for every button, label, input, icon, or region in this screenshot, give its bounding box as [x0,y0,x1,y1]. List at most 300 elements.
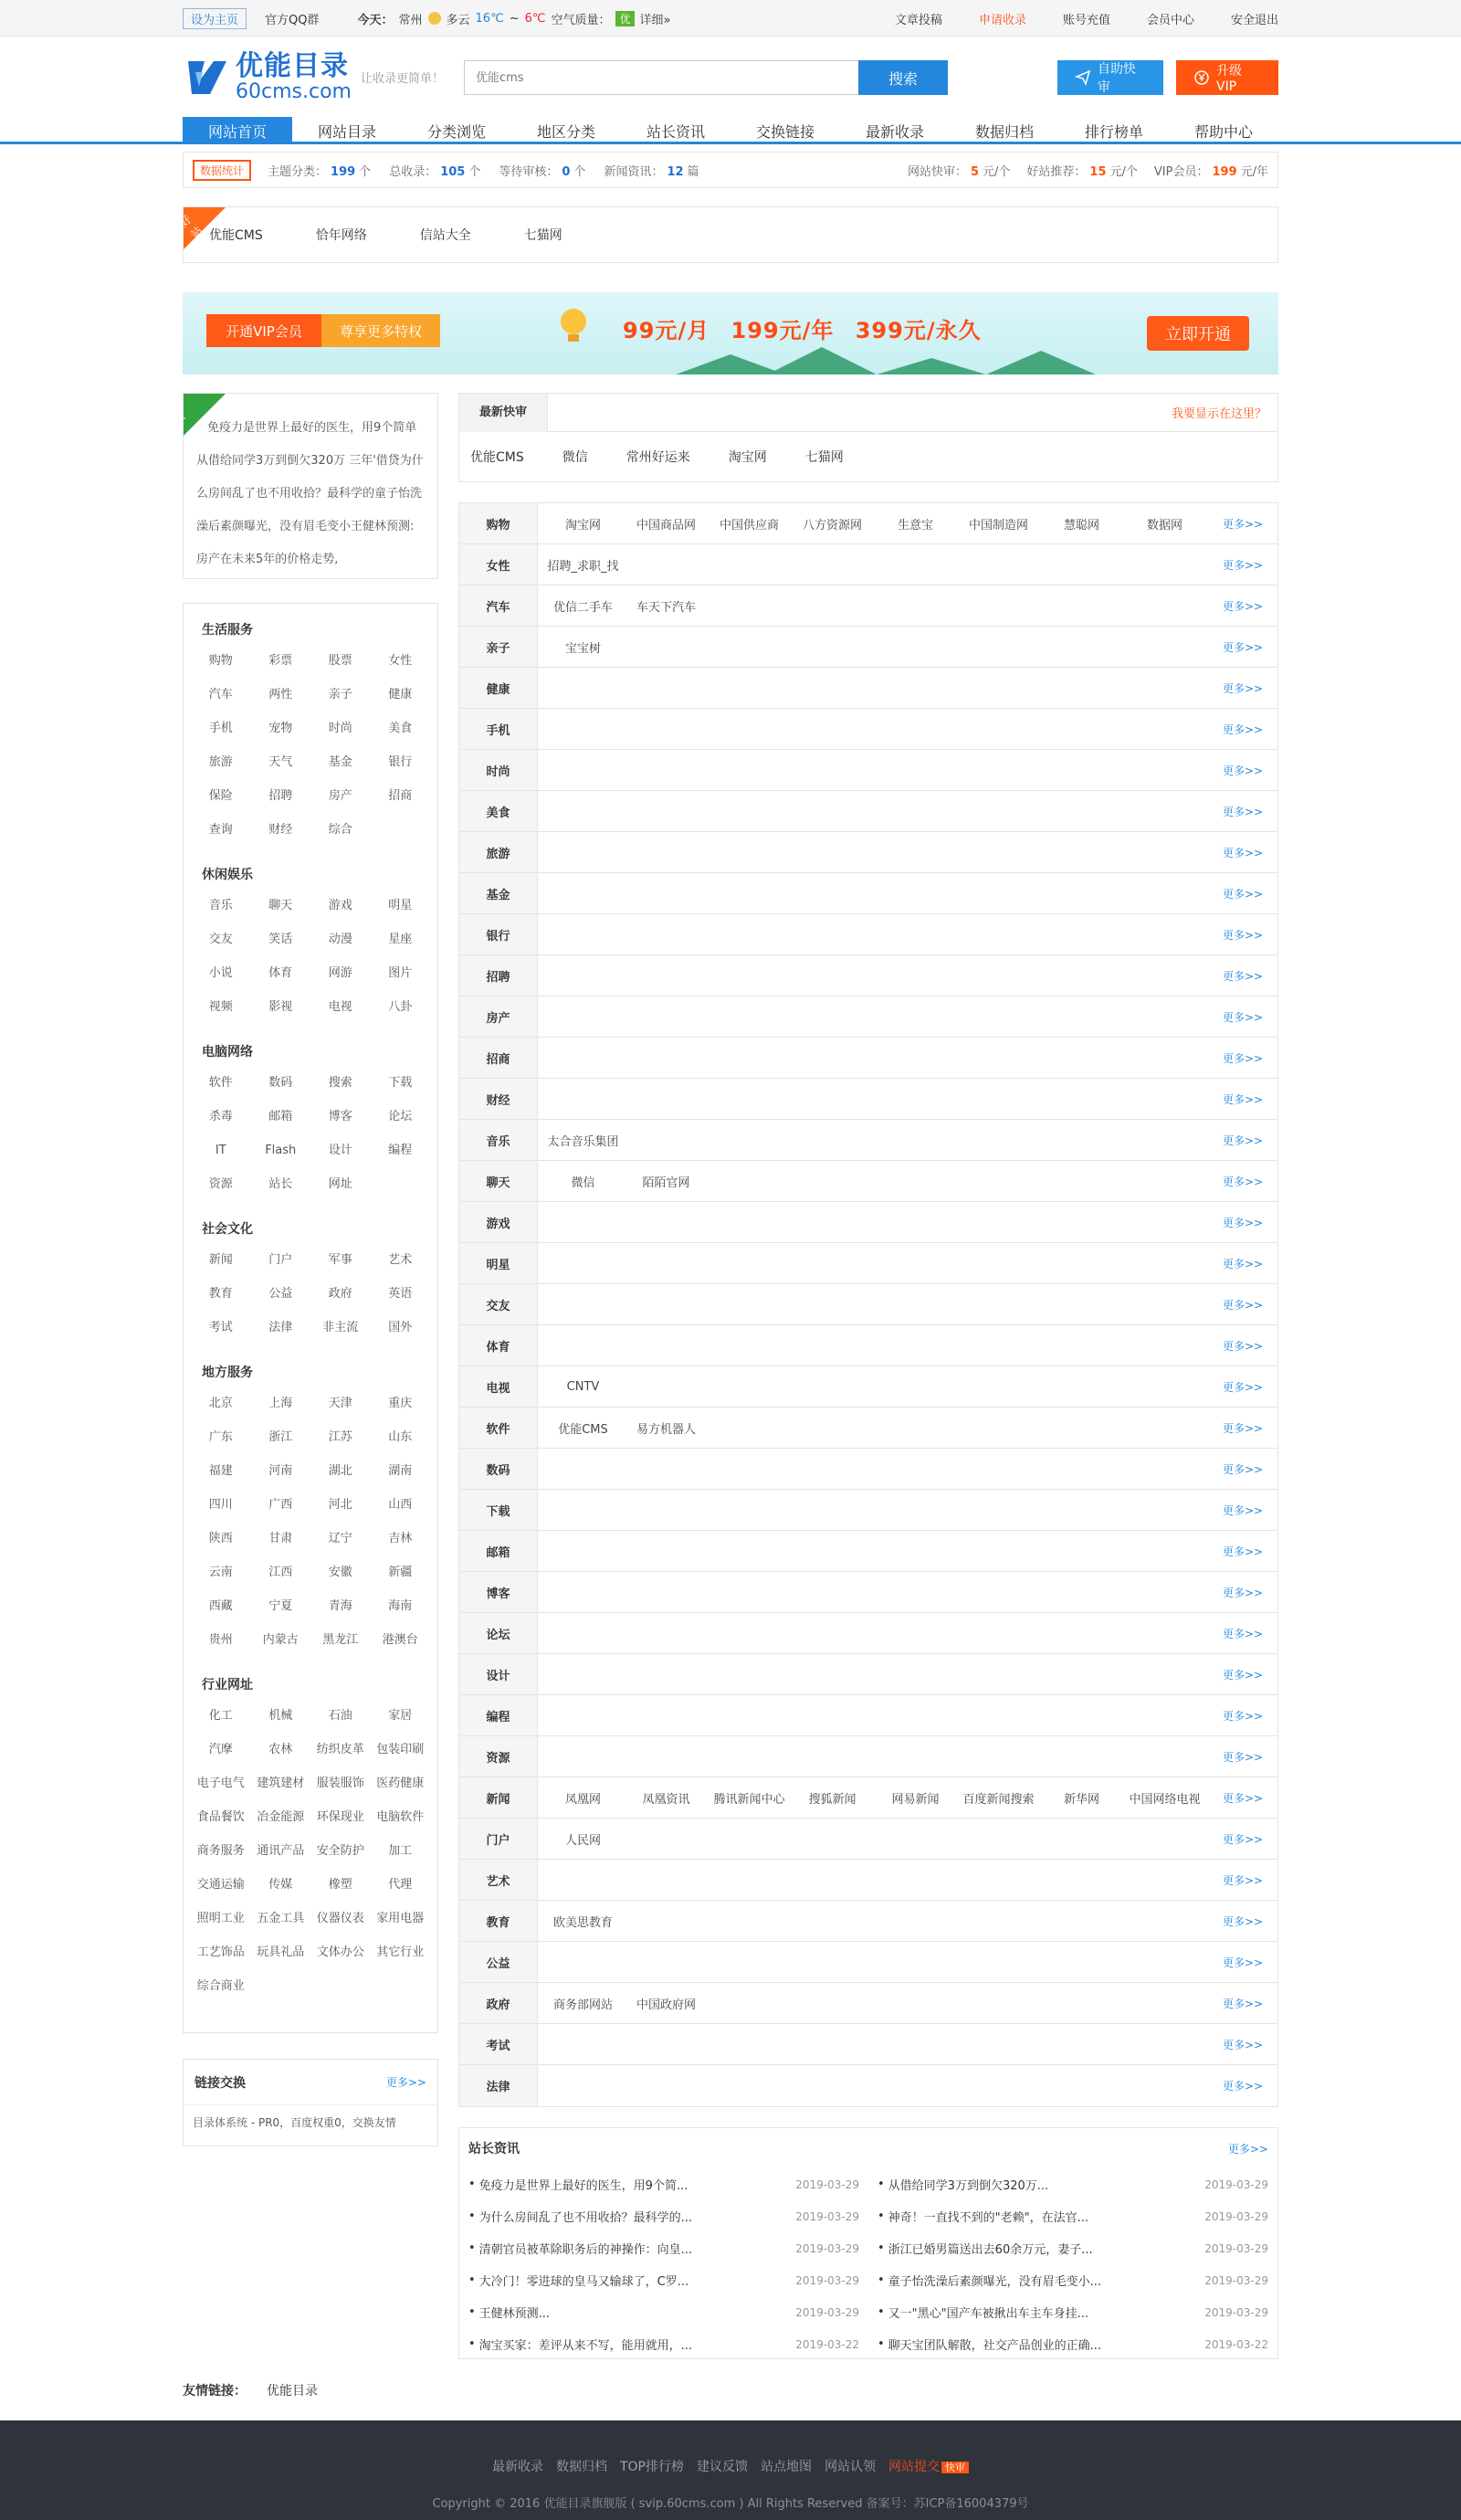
category-site-link[interactable]: 百度新闻搜索 [962,1792,1035,1807]
category-more-link[interactable]: 更多>> [1223,1298,1264,1312]
sidebar-category-link[interactable]: 商务服务 [196,1844,245,1858]
sidebar-category-link[interactable]: 下载 [388,1076,413,1090]
sidebar-category-link[interactable]: 综合 [328,823,352,837]
sidebar-category-link[interactable]: IT [215,1144,226,1157]
footer-link[interactable]: 最新收录 [491,2460,543,2474]
category-site-link[interactable]: 中国制造网 [968,518,1028,532]
category-name[interactable]: 美食 [459,791,538,831]
category-site-link[interactable]: 慧聪网 [1063,518,1099,532]
sidebar-category-link[interactable]: 服装服饰 [316,1777,364,1790]
category-name[interactable]: 体育 [459,1325,538,1365]
category-name[interactable]: 艺术 [459,1860,538,1900]
category-site-link[interactable]: 搜狐新闻 [808,1792,857,1807]
category-more-link[interactable]: 更多>> [1223,1010,1264,1024]
category-more-link[interactable]: 更多>> [1223,1832,1264,1846]
category-name[interactable]: 邮箱 [459,1531,538,1571]
category-site-link[interactable]: 中国商品网 [636,518,696,532]
sidebar-category-link[interactable]: 汽车 [208,688,233,701]
sidebar-category-link[interactable]: 两性 [268,688,293,701]
sidebar-category-link[interactable]: 笑话 [268,933,293,946]
sidebar-category-link[interactable]: 体育 [268,966,293,980]
open-now-button[interactable]: 立即开通 [1147,316,1249,351]
category-name[interactable]: 基金 [459,873,538,913]
news-title-link[interactable]: 王健林预测... [478,2307,551,2321]
category-more-link[interactable]: 更多>> [1223,2038,1264,2051]
sidebar-category-link[interactable]: 电脑软件 [376,1810,425,1824]
news-item[interactable] [468,2264,859,2296]
sidebar-category-link[interactable]: 青海 [328,1599,352,1613]
sidebar-category-link[interactable]: 军事 [328,1253,352,1267]
sidebar-category-link[interactable]: 北京 [208,1397,233,1410]
latest-site-link[interactable]: 常州好运来 [625,450,690,465]
show-here-link[interactable]: 我要显示在这里？ [1171,407,1267,421]
footer-link[interactable]: 网站认领 [825,2460,876,2474]
category-name[interactable]: 时尚 [459,750,538,790]
sidebar-category-link[interactable]: 包装印刷 [376,1743,425,1756]
category-site-link[interactable]: 人民网 [564,1833,601,1848]
news-item[interactable] [468,2232,859,2264]
category-more-link[interactable]: 更多>> [1223,1791,1264,1805]
sidebar-category-link[interactable]: 音乐 [208,899,233,912]
category-site-link[interactable]: 中国网络电视 [1129,1792,1201,1807]
top-link-submit-article[interactable]: 文章投稿 [894,13,942,27]
news-item[interactable] [878,2264,1268,2296]
set-home-link[interactable]: 设为主页 [183,8,247,29]
news-item[interactable] [468,2296,859,2328]
sidebar-category-link[interactable]: 考试 [208,1321,233,1334]
news-item[interactable] [878,2296,1268,2328]
sidebar-category-link[interactable]: 河北 [328,1498,352,1512]
sidebar-category-link[interactable]: 旅游 [208,755,233,769]
sidebar-category-link[interactable]: 江西 [268,1566,293,1579]
category-name[interactable]: 聊天 [459,1161,538,1201]
sidebar-category-link[interactable]: 查询 [208,823,233,837]
good-site-link[interactable]: 七猫网 [523,228,562,243]
sidebar-category-link[interactable]: 非主流 [322,1321,359,1334]
category-name[interactable]: 旅游 [459,832,538,872]
sidebar-category-link[interactable]: 黑龙江 [322,1633,359,1647]
sidebar-category-link[interactable]: 公益 [268,1287,293,1301]
sidebar-category-link[interactable]: 海南 [388,1599,413,1613]
news-title-link[interactable]: 又一"黑心"国产车被揪出车主车身挂... [888,2307,1089,2321]
sidebar-category-link[interactable]: 新闻 [208,1253,233,1267]
category-more-link[interactable]: 更多>> [1223,928,1264,942]
category-name[interactable]: 设计 [459,1654,538,1694]
sidebar-category-link[interactable]: 建筑建材 [257,1777,305,1790]
category-name[interactable]: 音乐 [459,1120,538,1160]
news-title-link[interactable]: 聊天宝团队解散，社交产品创业的正确... [888,2339,1102,2353]
sidebar-category-link[interactable]: 江苏 [328,1430,352,1444]
category-name[interactable]: 女性 [459,544,538,585]
good-site-link[interactable]: 优能CMS [209,228,263,243]
sidebar-category-link[interactable]: 陕西 [208,1532,233,1545]
category-more-link[interactable]: 更多>> [1223,681,1264,695]
sidebar-category-link[interactable]: 资源 [208,1177,233,1191]
category-site-link[interactable]: 宝宝树 [564,641,601,656]
sidebar-category-link[interactable]: 国外 [388,1321,413,1334]
category-name[interactable]: 电视 [459,1366,538,1407]
sidebar-category-link[interactable]: 石油 [328,1709,352,1723]
sidebar-category-link[interactable]: 重庆 [388,1397,413,1410]
sidebar-category-link[interactable]: 食品餐饮 [196,1810,245,1824]
sidebar-category-link[interactable]: 时尚 [328,722,352,735]
category-name[interactable]: 政府 [459,1983,538,2023]
category-name[interactable]: 法律 [459,2065,538,2106]
sidebar-category-link[interactable]: 设计 [328,1144,352,1157]
sidebar-category-link[interactable]: 安全防护 [316,1844,364,1858]
category-more-link[interactable]: 更多>> [1223,1750,1264,1764]
sidebar-category-link[interactable]: 彩票 [268,654,293,668]
friend-link[interactable]: 优能目录 [267,2384,318,2399]
sidebar-category-link[interactable]: 博客 [328,1110,352,1123]
sidebar-category-link[interactable]: 八卦 [388,1000,413,1014]
category-site-link[interactable]: 优信二手车 [552,600,613,615]
category-site-link[interactable]: 中国政府网 [636,1998,696,2012]
category-name[interactable]: 软件 [459,1408,538,1448]
nav-latest[interactable]: 最新收录 [865,122,924,141]
sidebar-category-link[interactable]: 房产 [328,789,352,803]
footer-link[interactable]: 数据归档 [555,2460,607,2474]
category-more-link[interactable]: 更多>> [1223,722,1264,736]
sidebar-category-link[interactable]: 软件 [208,1076,233,1090]
sidebar-category-link[interactable]: 健康 [388,688,413,701]
nav-home[interactable]: 网站首页 [183,117,292,144]
category-site-link[interactable]: 微信 [571,1176,595,1190]
sidebar-category-link[interactable]: 电视 [328,1000,352,1014]
category-more-link[interactable]: 更多>> [1223,805,1264,818]
category-more-link[interactable]: 更多>> [1223,1956,1264,1969]
sidebar-category-link[interactable]: 山东 [388,1430,413,1444]
news-title-link[interactable]: 免疫力是世界上最好的医生，用9个简... [478,2179,688,2193]
sidebar-category-link[interactable]: 天气 [268,755,293,769]
category-more-link[interactable]: 更多>> [1223,1216,1264,1229]
sidebar-category-link[interactable]: 上海 [268,1397,293,1410]
sidebar-category-link[interactable]: 英语 [388,1287,413,1301]
category-name[interactable]: 银行 [459,914,538,954]
sidebar-category-link[interactable]: 视频 [208,1000,233,1014]
category-more-link[interactable]: 更多>> [1223,599,1264,613]
category-more-link[interactable]: 更多>> [1223,1092,1264,1106]
category-name[interactable]: 招聘 [459,955,538,996]
sidebar-category-link[interactable]: 西藏 [208,1599,233,1613]
sidebar-category-link[interactable]: 股票 [328,654,352,668]
category-more-link[interactable]: 更多>> [1223,1380,1264,1394]
news-item[interactable] [878,2232,1268,2264]
category-site-link[interactable]: 腾讯新闻中心 [713,1792,785,1807]
category-name[interactable]: 购物 [459,503,538,543]
sidebar-category-link[interactable]: 门户 [268,1253,293,1267]
category-site-link[interactable]: 车天下汽车 [636,600,696,615]
category-more-link[interactable]: 更多>> [1223,558,1264,572]
sidebar-category-link[interactable]: 汽摩 [208,1743,233,1756]
sidebar-category-link[interactable]: 手机 [208,722,233,735]
sidebar-category-link[interactable]: 仪器仪表 [316,1912,364,1925]
category-more-link[interactable]: 更多>> [1223,1709,1264,1723]
news-title-link[interactable]: 大冷门！零进球的皇马又输球了，C罗... [478,2275,689,2289]
category-more-link[interactable]: 更多>> [1223,969,1264,983]
category-more-link[interactable]: 更多>> [1223,1997,1264,2010]
news-item[interactable] [468,2328,859,2360]
sidebar-category-link[interactable]: 论坛 [388,1110,413,1123]
category-more-link[interactable]: 更多>> [1223,1914,1264,1928]
sidebar-category-link[interactable]: 游戏 [328,899,352,912]
top-link-member[interactable]: 会员中心 [1146,13,1194,27]
sidebar-category-link[interactable]: 综合商业 [196,1979,245,1993]
sidebar-category-link[interactable]: 纺织皮革 [316,1743,364,1756]
category-more-link[interactable]: 更多>> [1223,517,1264,531]
sidebar-category-link[interactable]: 广西 [268,1498,293,1512]
category-site-link[interactable]: 陌陌官网 [642,1176,690,1190]
sidebar-category-link[interactable]: 工艺饰品 [196,1945,245,1959]
news-item[interactable] [878,2200,1268,2232]
category-name[interactable]: 财经 [459,1079,538,1119]
category-more-link[interactable]: 更多>> [1223,1339,1264,1353]
sidebar-category-link[interactable]: 安徽 [328,1566,352,1579]
news-title-link[interactable]: 为什么房间乱了也不用收拾？最科学的... [478,2211,693,2225]
sidebar-category-link[interactable]: 环保现业 [316,1810,364,1824]
category-name[interactable]: 数码 [459,1449,538,1489]
sidebar-category-link[interactable]: 教育 [208,1287,233,1301]
category-more-link[interactable]: 更多>> [1223,1545,1264,1558]
top-link-apply[interactable]: 申请收录 [978,13,1026,27]
search-input[interactable] [464,60,858,95]
category-more-link[interactable]: 更多>> [1223,1873,1264,1887]
sidebar-category-link[interactable]: 湖南 [388,1464,413,1478]
category-more-link[interactable]: 更多>> [1223,1421,1264,1435]
latest-review-tab[interactable]: 最新快审 [459,394,548,432]
sidebar-category-link[interactable]: 甘肃 [268,1532,293,1545]
sidebar-category-link[interactable]: 文体办公 [316,1945,364,1959]
search-button[interactable]: 搜索 [858,60,948,95]
sidebar-category-link[interactable]: 辽宁 [328,1532,352,1545]
sidebar-category-link[interactable]: 银行 [388,755,413,769]
sidebar-category-link[interactable]: 宁夏 [268,1599,293,1613]
sidebar-category-link[interactable]: 广东 [208,1430,233,1444]
category-more-link[interactable]: 更多>> [1223,1503,1264,1517]
sidebar-category-link[interactable]: 邮箱 [268,1110,293,1123]
sidebar-category-link[interactable]: 机械 [268,1709,293,1723]
sidebar-category-link[interactable]: 医药健康 [376,1777,425,1790]
sidebar-category-link[interactable]: 购物 [208,654,233,668]
news-title-link[interactable]: 淘宝买家：差评从来不写，能用就用，... [478,2339,693,2353]
sidebar-category-link[interactable]: 新疆 [388,1566,413,1579]
sidebar-category-link[interactable]: 冶金能源 [257,1810,305,1824]
category-name[interactable]: 考试 [459,2024,538,2064]
category-site-link[interactable]: 易方机器人 [636,1422,696,1437]
news-title-link[interactable]: 浙江已婚男篇送出去60余万元，妻子... [888,2243,1093,2257]
sidebar-category-link[interactable]: 家居 [388,1709,413,1723]
vip-banner[interactable] [183,292,1278,374]
category-site-link[interactable]: 淘宝网 [564,518,601,532]
sidebar-category-link[interactable]: 星座 [388,933,413,946]
sidebar-category-link[interactable]: 招商 [388,789,413,803]
category-more-link[interactable]: 更多>> [1223,640,1264,654]
sidebar-category-link[interactable]: 聊天 [268,899,293,912]
sidebar-category-link[interactable]: 代理 [388,1878,413,1892]
category-site-link[interactable]: 欧美思教育 [552,1915,613,1930]
sidebar-category-link[interactable]: 港澳台 [382,1633,418,1647]
nav-category[interactable]: 分类浏览 [426,122,486,141]
sidebar-category-link[interactable]: 四川 [208,1498,233,1512]
category-more-link[interactable]: 更多>> [1223,1627,1264,1640]
sidebar-category-link[interactable]: 传媒 [268,1878,293,1892]
sidebar-category-link[interactable]: 影视 [268,1000,293,1014]
category-site-link[interactable]: 新华网 [1063,1792,1099,1807]
sidebar-category-link[interactable]: 福建 [208,1464,233,1478]
footer-link[interactable]: 站点地图 [761,2460,812,2474]
sidebar-category-link[interactable]: 吉林 [388,1532,413,1545]
news-title-link[interactable]: 清朝官员被革除职务后的神操作：向皇... [478,2243,693,2257]
category-name[interactable]: 博客 [459,1572,538,1612]
footer-submit-link[interactable]: 网站提交 快审 [888,2457,969,2475]
sidebar-category-link[interactable]: 财经 [268,823,293,837]
link-exchange-more[interactable]: 更多>> [385,2076,426,2089]
sidebar-category-link[interactable]: 湖北 [328,1464,352,1478]
nav-archive[interactable]: 数据归档 [974,122,1034,141]
sidebar-category-link[interactable]: 玩具礼品 [257,1945,305,1959]
category-site-link[interactable]: 生意宝 [897,518,933,532]
category-more-link[interactable]: 更多>> [1223,1051,1264,1065]
category-more-link[interactable]: 更多>> [1223,846,1264,859]
category-more-link[interactable]: 更多>> [1223,1462,1264,1476]
latest-site-link[interactable]: 淘宝网 [728,450,767,465]
sidebar-category-link[interactable]: 数码 [268,1076,293,1090]
sidebar-category-link[interactable]: 河南 [268,1464,293,1478]
sidebar-category-link[interactable]: 编程 [388,1144,413,1157]
qq-group-link[interactable]: 官方QQ群 [265,13,320,27]
sidebar-category-link[interactable]: 贵州 [208,1633,233,1647]
top-link-recharge[interactable]: 账号充值 [1062,13,1110,27]
category-site-link[interactable]: 商务部网站 [552,1998,613,2012]
nav-ranking[interactable]: 排行榜单 [1084,122,1143,141]
sidebar-category-link[interactable]: 电子电气 [196,1777,245,1790]
category-name[interactable]: 房产 [459,996,538,1037]
sidebar-category-link[interactable]: 网址 [328,1177,352,1191]
category-name[interactable]: 编程 [459,1695,538,1735]
sidebar-category-link[interactable]: 橡塑 [328,1878,352,1892]
sidebar-category-link[interactable]: 照明工业 [196,1912,245,1925]
category-name[interactable]: 门户 [459,1819,538,1859]
sidebar-category-link[interactable]: 亲子 [328,688,352,701]
sidebar-category-link[interactable]: 法律 [268,1321,293,1334]
category-site-link[interactable]: 八方资源网 [802,518,862,532]
news-title-link[interactable]: 神奇！一直找不到的"老赖"，在法官... [888,2211,1089,2225]
nav-news[interactable]: 站长资讯 [646,122,705,141]
sidebar-category-link[interactable]: 五金工具 [257,1912,305,1925]
category-site-link[interactable]: 网易新闻 [891,1792,940,1807]
news-item[interactable] [878,2328,1268,2360]
sidebar-category-link[interactable]: 杀毒 [208,1110,233,1123]
sidebar-category-link[interactable]: 交通运输 [196,1878,245,1892]
category-more-link[interactable]: 更多>> [1223,1133,1264,1147]
sidebar-category-link[interactable]: 保险 [208,789,233,803]
category-site-link[interactable]: CNTV [566,1379,600,1394]
category-more-link[interactable]: 更多>> [1223,1586,1264,1599]
category-name[interactable]: 招商 [459,1038,538,1078]
category-site-link[interactable]: 凤凰网 [564,1792,601,1807]
category-name[interactable]: 汽车 [459,585,538,626]
category-more-link[interactable]: 更多>> [1223,1257,1264,1271]
category-site-link[interactable]: 太合音乐集团 [547,1134,619,1149]
category-name[interactable]: 教育 [459,1901,538,1941]
news-more[interactable]: 更多>> [1227,2142,1268,2156]
category-site-link[interactable]: 招聘_求职_找 [547,559,619,574]
category-name[interactable]: 下载 [459,1490,538,1530]
sidebar-category-link[interactable]: 化工 [208,1709,233,1723]
sidebar-category-link[interactable]: 艺术 [388,1253,413,1267]
sidebar-category-link[interactable]: 加工 [388,1844,413,1858]
category-name[interactable]: 游戏 [459,1202,538,1242]
nav-region[interactable]: 地区分类 [536,122,595,141]
footer-link[interactable]: 建议反馈 [697,2460,748,2474]
category-name[interactable]: 资源 [459,1736,538,1777]
sidebar-category-link[interactable]: 宠物 [268,722,293,735]
category-name[interactable]: 亲子 [459,627,538,667]
weather-details-link[interactable]: 详细» [639,13,671,27]
logo[interactable] [183,52,475,103]
sidebar-category-link[interactable]: 山西 [388,1498,413,1512]
sidebar-category-link[interactable]: 政府 [328,1287,352,1301]
category-name[interactable]: 交友 [459,1284,538,1324]
headline-text[interactable]: 免疫力是世界上最好的医生，用9个简单从借给同学3万到倒欠320万 三年'借贷为什么房间乱了也不用收拾？最科学的童子怡洗澡后素颜曝光，没有眉毛变小王健林预测: 房产在未来5年的价格走势, [196,421,424,566]
sidebar-category-link[interactable]: 招聘 [268,789,293,803]
sidebar-category-link[interactable]: 明星 [388,899,413,912]
category-name[interactable]: 新闻 [459,1777,538,1818]
nav-exchange[interactable]: 交换链接 [755,122,815,141]
category-more-link[interactable]: 更多>> [1223,2080,1264,2093]
sidebar-category-link[interactable]: 基金 [328,755,352,769]
category-name[interactable]: 手机 [459,709,538,749]
sidebar-category-link[interactable]: 其它行业 [376,1945,425,1959]
category-site-link[interactable]: 凤凰资讯 [642,1792,690,1807]
sidebar-category-link[interactable]: 小说 [208,966,233,980]
sidebar-category-link[interactable]: 云南 [208,1566,233,1579]
sidebar-category-link[interactable]: 农林 [268,1743,293,1756]
nav-help[interactable]: 帮助中心 [1193,122,1253,141]
upgrade-vip-button[interactable] [1176,60,1278,95]
sidebar-category-link[interactable]: Flash [265,1144,297,1157]
news-item[interactable] [878,2168,1268,2200]
top-link-logout[interactable]: 安全退出 [1230,13,1278,27]
sidebar-category-link[interactable]: 交友 [208,933,233,946]
sidebar-category-link[interactable]: 内蒙古 [262,1633,299,1647]
category-name[interactable]: 论坛 [459,1613,538,1653]
sidebar-category-link[interactable]: 搜索 [328,1076,352,1090]
latest-site-link[interactable]: 七猫网 [804,450,844,465]
sidebar-category-link[interactable]: 动漫 [328,933,352,946]
news-item[interactable] [468,2168,859,2200]
quick-review-button[interactable] [1057,60,1163,95]
category-name[interactable]: 健康 [459,668,538,708]
sidebar-category-link[interactable]: 天津 [328,1397,352,1410]
news-title-link[interactable]: 从借给同学3万到倒欠320万... [888,2179,1049,2193]
sidebar-category-link[interactable]: 家用电器 [376,1912,425,1925]
sidebar-category-link[interactable]: 站长 [268,1177,293,1191]
latest-site-link[interactable]: 优能CMS [470,450,524,465]
category-name[interactable]: 明星 [459,1243,538,1283]
category-site-link[interactable]: 优能CMS [558,1422,608,1437]
sidebar-category-link[interactable]: 美食 [388,722,413,735]
category-more-link[interactable]: 更多>> [1223,1175,1264,1188]
sidebar-category-link[interactable]: 女性 [388,654,413,668]
sidebar-category-link[interactable]: 通讯产品 [257,1844,305,1858]
category-more-link[interactable]: 更多>> [1223,1668,1264,1682]
nav-directory[interactable]: 网站目录 [317,122,376,141]
sidebar-category-link[interactable]: 图片 [388,966,413,980]
sidebar-category-link[interactable]: 网游 [328,966,352,980]
news-item[interactable] [468,2200,859,2232]
latest-site-link[interactable]: 微信 [562,450,588,465]
